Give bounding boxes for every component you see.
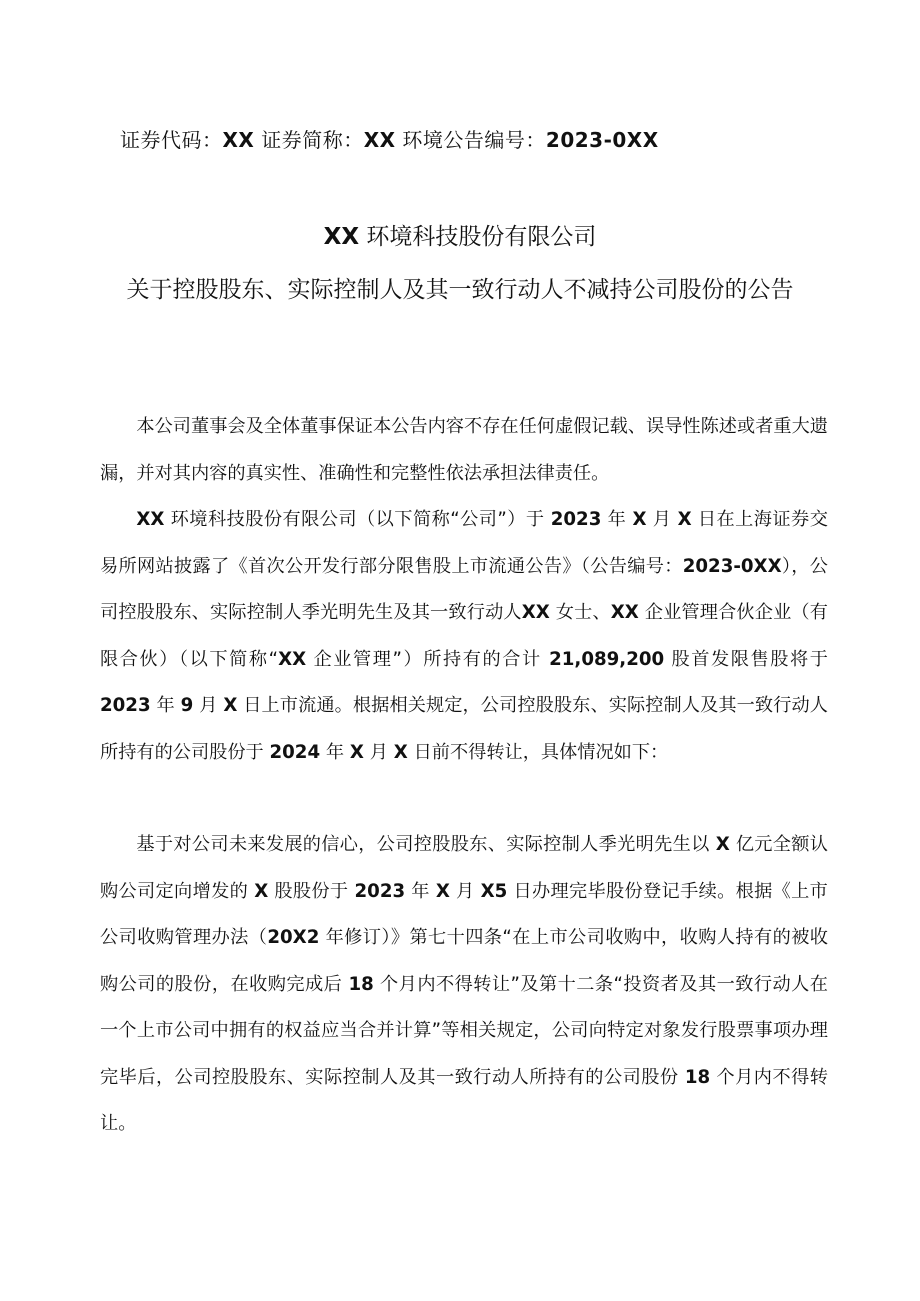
announcement-subject-title: 关于控股股东、实际控制人及其一致行动人不减持公司股份的公告 xyxy=(126,277,794,303)
announcement-no-value: 2023-0XX xyxy=(545,128,659,152)
p3-seg: 18 xyxy=(348,973,374,995)
p3-seg: X xyxy=(435,880,450,902)
p3-seg: 月 xyxy=(456,880,475,902)
p2-seg: XX xyxy=(136,509,165,530)
p3-seg: 个月内不得转让”及第十二条“投资者及其一致行动人在一个上市公司中拥有的权益应当合并计算”等相关规定，公司向特定对象发行股票事项办理完毕后，公司控股股东、实际控制人及其一致行动人所持有的公司股份 xyxy=(100,973,828,1088)
company-name: 环境科技股份有限公司 xyxy=(366,224,597,250)
p2-seg: 2023-0XX xyxy=(682,555,782,577)
p3-seg: 年 xyxy=(411,880,430,902)
p2-seg: 女士、 xyxy=(555,602,611,623)
paragraph-background xyxy=(100,497,828,776)
p2-seg: 企业管理”）所持有的合计 xyxy=(313,648,542,670)
p2-seg: XX xyxy=(278,648,307,670)
p3-seg: X5 xyxy=(480,880,508,902)
p3-seg: 2023 xyxy=(354,880,406,902)
p2-seg: 2023 xyxy=(100,695,151,716)
p2-seg: 日前不得转让，具体情况如下： xyxy=(413,741,669,763)
p2-seg: X xyxy=(349,741,364,763)
company-name-title xyxy=(100,220,820,254)
p2-seg: X xyxy=(223,695,238,716)
p3-seg: 亿元全额认购公司定向增发的 xyxy=(100,834,828,902)
security-short-name-label: 证券简称： xyxy=(261,128,364,152)
announcement-no-label: 公告编号： xyxy=(443,128,546,152)
p2-seg: 企业管理合伙企业（有限合伙）（以下简称“ xyxy=(100,602,828,670)
security-short-name-suffix: 环境 xyxy=(402,128,444,152)
p2-seg: 年 xyxy=(156,695,175,716)
p2-seg: 月 xyxy=(199,695,218,716)
security-code-label: 证券代码： xyxy=(120,128,223,152)
p2-seg: 2024 xyxy=(269,741,321,763)
p3-seg: 20X2 xyxy=(267,927,320,948)
p2-seg: 环境科技股份有限公司（以下简称“公司”）于 xyxy=(170,509,545,530)
announcement-header xyxy=(120,124,659,156)
p3-seg: 股股份于 xyxy=(274,880,349,902)
p3-seg: 18 xyxy=(684,1066,711,1088)
p2-seg: ），公司控股股东、实际控制人季光明先生及其一致行动人 xyxy=(100,555,828,623)
p2-seg: 21,089,200 xyxy=(549,648,665,670)
paragraph-lockup-commitment xyxy=(100,822,828,1148)
p2-seg: 年 xyxy=(607,509,627,530)
p2-seg: 日在上海证券交易所网站披露了《首次公开发行部分限售股上市流通公告》（公告编号： xyxy=(100,509,828,577)
p2-seg: 年 xyxy=(325,741,345,763)
p2-seg: 月 xyxy=(369,741,388,763)
p2-seg: X xyxy=(393,741,408,763)
p2-seg: 9 xyxy=(180,695,194,716)
p2-seg: X xyxy=(677,509,692,530)
p3-seg: 基于对公司未来发展的信心，公司控股股东、实际控制人季光明先生以 xyxy=(136,834,710,855)
p2-seg: 日上市流通。根据相关规定，公司控股股东、实际控制人及其一致行动人所持有的公司股份于 xyxy=(100,695,828,763)
p2-seg: 股首发限售股将于 xyxy=(671,648,828,670)
security-short-name-value: XX xyxy=(363,128,396,152)
company-code: XX xyxy=(323,224,360,250)
p3-seg: 日办理完毕股份登记手续。根据《上市公司收购管理办法（ xyxy=(100,880,828,948)
p2-seg: X xyxy=(632,509,647,530)
p3-seg: X xyxy=(254,880,269,902)
p2-seg: XX xyxy=(610,602,639,623)
p3-seg: X xyxy=(715,834,730,855)
p2-seg: 月 xyxy=(652,509,672,530)
p3-seg: 年修订）》第七十四条“在上市公司收购中，收购人持有的被收购公司的股份，在收购完成后 xyxy=(100,927,828,995)
security-code-value: XX xyxy=(222,128,255,152)
p3-seg: 个月内不得转让。 xyxy=(100,1066,828,1134)
p2-seg: XX xyxy=(521,602,550,623)
paragraph-disclaimer: 本公司董事会及全体董事保证本公告内容不存在任何虚假记载、误导性陈述或者重大遗漏，并对其内容的真实性、准确性和完整性依法承担法律责任。 xyxy=(100,416,828,484)
p2-seg: 2023 xyxy=(550,509,602,530)
